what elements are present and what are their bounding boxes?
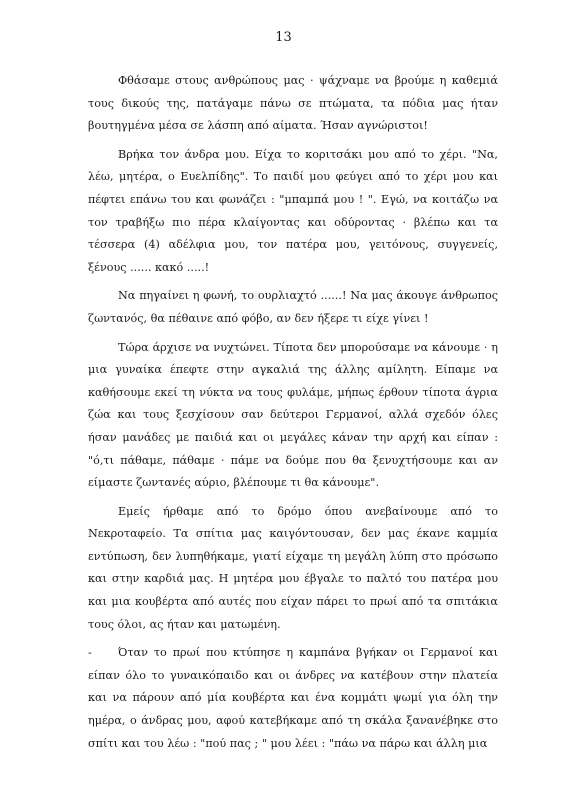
document-body xyxy=(88,70,498,761)
paragraph-1: Φθάσαμε στους ανθρώπους μας · ψάχναμε να βρούμε η καθεμιά τους δικούς της, πατάγαμε πάνω σε πτώματα, τα πόδια μας ήταν βουτηγμένα μέσα σε λάσπη από αίματα. Ήσαν αγνώριστοι! xyxy=(88,74,498,133)
paragraph-6 xyxy=(88,642,498,755)
paragraph-4: Τώρα άρχισε να νυχτώνει. Τίποτα δεν μπορούσαμε να κάνουμε · η μια γυναίκα έπεφτε στην αγκαλιά της άλλης αμίλητη. Είπαμε να καθήσουμε εκεί τη νύκτα να τους φυλάμε, μήπως έρθουν τίποτα άγρια ζώα και τους ξεσχίσουν σαν δεύτεροι Γερμανοί, αλλά σχεδόν όλες ήσαν μανάδες με παιδιά και οι μεγάλες κάναν την αρχή και είπαν : "ό,τι πάθαμε, πάθαμε · πάμε να δούμε που θα ξενυχτήσουμε και αν είμαστε ζωντανές αύριο, βλέπουμε τι θα κάνουμε". xyxy=(88,340,498,490)
paragraph-2: Βρήκα τον άνδρα μου. Είχα το κοριτσάκι μου από το χέρι. "Να, λέω, μητέρα, ο Ευελπίδης". Το παιδί μου φεύγει από το χέρι μου και πέφτει επάνω του και φωνάζει : "μπαμπά μου ! ". Εγώ, να κοιτάζω να τον τραβήξω πιο πέρα κλαίγοντας και οδύροντας · βλέπω και τα τέσσερα (4) αδέλφια μου, τον πατέρα μου, γειτόνους, συγγενείς, ξένους ...... κακό .....! xyxy=(88,147,498,274)
paragraph-6-text: Όταν το πρωί που κτύπησε η καμπάνα βγήκαν οι Γερμανοί και είπαν όλο το γυναικόπαιδο και οι άνδρες να κατέβουν στην πλατεία και να πάρουν από μία κουβέρτα και ένα κομμάτι ψωμί για όλη την ημέρα, ο άνδρας μου, αφού κατεβήκαμε από τη σκάλα ξανανέβηκε στο σπίτι και του λέω : "πού πας ; " μου λέει : "πάω να πάρω και άλλη μια xyxy=(88,646,498,750)
paragraph-5: Εμείς ήρθαμε από το δρόμο όπου ανεβαίνουμε από το Νεκροταφείο. Τα σπίτια μας καιγόντουσαν, δεν μας έκανε καμμία εντύπωση, δεν λυπηθήκαμε, γιατί είχαμε τη μεγάλη λύπη στο πρόσωπο και στην καρδιά μας. Η μητέρα μου έβγαλε το παλτό του πατέρα μου και μια κουβέρτα από αυτές που είχαν πάρει το πρωί από τα σπιτάκια τους όλοι, ας ήταν και ματωμένη. xyxy=(88,504,498,631)
paragraph-3: Να πηγαίνει η φωνή, το ουρλιαχτό ......! Να μας άκουγε άνθρωπος ζωντανός, θα πέθαινε από φόβο, αν δεν ήξερε τι είχε γίνει ! xyxy=(88,289,498,325)
page-number: 13 xyxy=(275,30,292,45)
dash-marker: - xyxy=(88,646,92,660)
